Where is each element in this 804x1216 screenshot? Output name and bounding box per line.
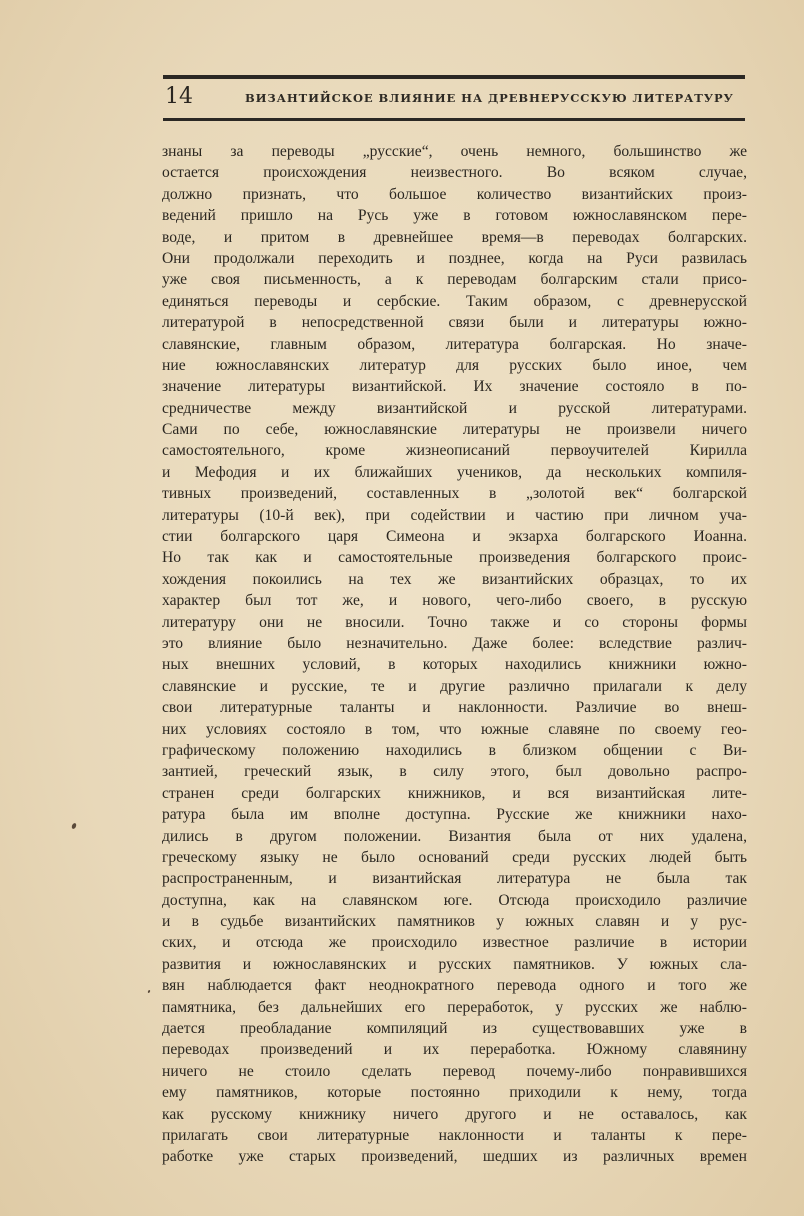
text-line: графическому положению находились в близком общении с Ви-: [162, 741, 747, 759]
text-line: как русскому книжнику ничего другого и не оставалось, как: [162, 1105, 747, 1123]
text-line: свои литературные таланты и наклонности. Различие во внеш-: [162, 699, 747, 717]
text-line: ратура была им вполне доступна. Русские же книжники нахо-: [162, 806, 747, 824]
text-line: греческому языку не было оснований среди русских людей быть: [162, 848, 747, 866]
header-bottom-rule: [163, 118, 745, 121]
ink-speck: [71, 822, 77, 829]
text-line: и в судьбе византийских памятников у южных славян и у рус-: [162, 913, 747, 931]
header-top-rule: [163, 75, 745, 79]
text-line: ничего не стоило сделать перевод почему-либо понравившихся: [162, 1062, 747, 1080]
running-title: ВИЗАНТИЙСКОЕ ВЛИЯНИЕ НА ДРЕВНЕРУССКУЮ ЛИТЕРАТУРУ: [245, 91, 734, 105]
text-line: доступна, как на славянском юге. Отсюда происходило различие: [162, 891, 747, 909]
text-line: стии болгарского царя Симеона и экзарха болгарского Иоанна.: [162, 528, 747, 546]
text-line: и Мефодия и их ближайших учеников, да нескольких компиля-: [162, 463, 747, 481]
text-line: литературы (10-й век), при содействии и частию при личном уча-: [162, 506, 747, 524]
text-line: литературу они не вносили. Точно также и со стороны формы: [162, 613, 747, 631]
text-line: Сами по себе, южнославянские литературы не произвели ничего: [162, 421, 747, 439]
text-line: славянские, главным образом, литература болгарская. Но значе-: [162, 335, 747, 353]
text-line: значение литературы византийской. Их значение состояло в по-: [162, 378, 747, 396]
text-line: уже своя письменность, а к переводам болгарским стали присо-: [162, 271, 747, 289]
page-number: 14: [165, 84, 193, 109]
text-line: прилагать свои литературные наклонности и таланты к пере-: [162, 1126, 747, 1144]
text-line: хождения покоились на тех же византийских образцах, то их: [162, 570, 747, 588]
text-line: дается преобладание компиляций из существовавших уже в: [162, 1020, 747, 1038]
text-line: должно признать, что большое количество византийских произ-: [162, 185, 747, 203]
ink-speck: [147, 990, 150, 994]
text-line: памятника, без дальнейших его переработок, у русских же наблю-: [162, 998, 747, 1016]
text-line: переводах произведений и их переработка. Южному славянину: [162, 1041, 747, 1059]
text-line: ему памятников, которые постоянно приходили к нему, тогда: [162, 1084, 747, 1102]
text-line: зантией, греческий язык, в силу этого, был довольно распро-: [162, 763, 747, 781]
text-line: остается происхождения неизвестного. Во всяком случае,: [162, 164, 747, 182]
text-line: самостоятельного, кроме жизнеописаний первоучителей Кирилла: [162, 442, 747, 460]
text-line: дились в другом положении. Византия была от них удалена,: [162, 827, 747, 845]
text-line: ных внешних условий, в которых находились книжники южно-: [162, 656, 747, 674]
text-line: ведений пришло на Русь уже в готовом южнославянском пере-: [162, 207, 747, 225]
text-line: распространенным, и византийская литература не была так: [162, 870, 747, 888]
text-line: развития и южнославянских и русских памятников. У южных сла-: [162, 955, 747, 973]
text-line: литературой в непосредственной связи были и литературы южно-: [162, 314, 747, 332]
text-line: них условиях состояло в том, что южные славяне по своему гео-: [162, 720, 747, 738]
text-line: воде, и притом в древнейшее время—в переводах болгарских.: [162, 228, 747, 246]
text-line: странен среди болгарских книжников, и вся византийская лите-: [162, 784, 747, 802]
text-line: славянские и русские, те и другие различно прилагали к делу: [162, 677, 747, 695]
text-line: ских, и отсюда же происходило известное различие в истории: [162, 934, 747, 952]
text-line: ние южнославянских литератур для русских было иное, чем: [162, 356, 747, 374]
text-line: Они продолжали переходить и позднее, когда на Руси развилась: [162, 249, 747, 267]
text-line: тивных произведений, составленных в „золотой век“ болгарской: [162, 485, 747, 503]
text-line: характер был тот же, и нового, чего-либо своего, в русскую: [162, 592, 747, 610]
text-line: Но так как и самостоятельные произведения болгарского проис-: [162, 549, 747, 567]
body-text: [162, 141, 747, 1168]
text-line: знаны за переводы „русские“, очень немного, большинство же: [162, 143, 747, 160]
text-line: единяться переводы и сербские. Таким образом, с древнерусской: [162, 292, 747, 310]
text-line: средничестве между византийской и русской литературами.: [162, 399, 747, 417]
text-line: это влияние было незначительно. Даже более: вследствие различ-: [162, 634, 747, 652]
text-line: работке уже старых произведений, шедших из различных времен: [162, 1148, 747, 1166]
text-line: вян наблюдается факт неоднократного перевода одного и того же: [162, 977, 747, 995]
